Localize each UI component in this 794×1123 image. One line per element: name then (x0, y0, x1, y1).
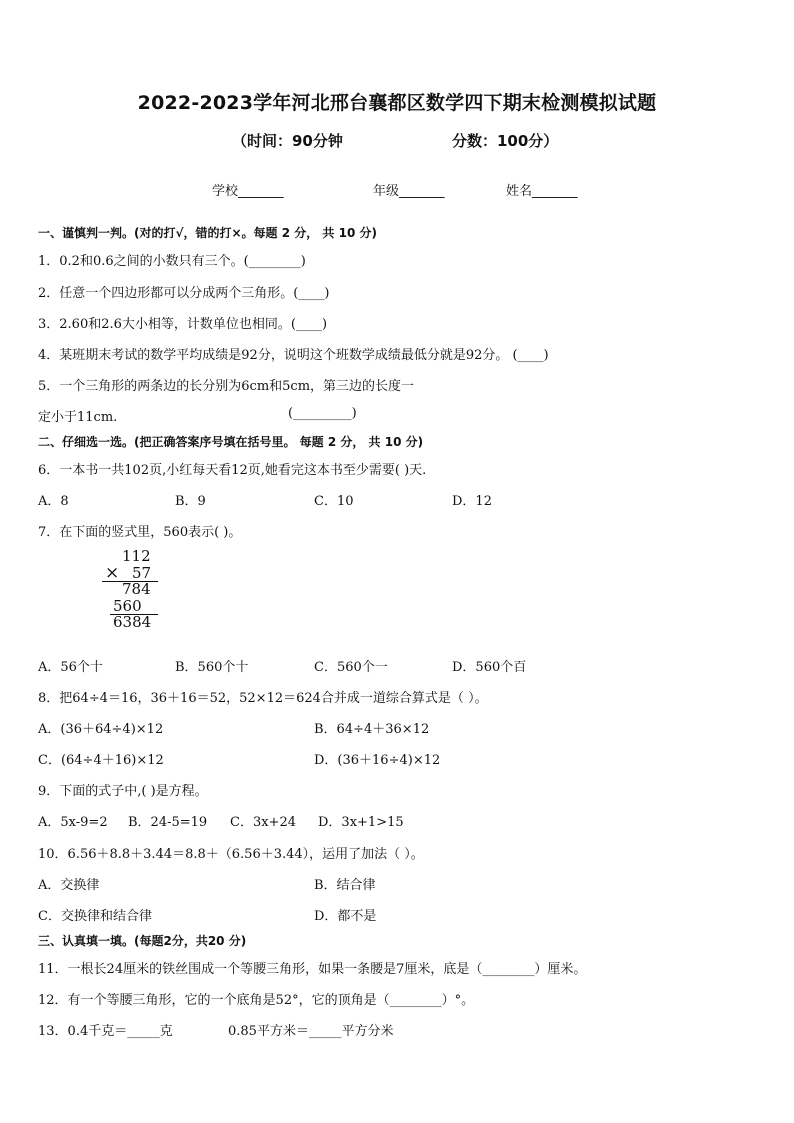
q9-option-d: D．3x+1>15 (318, 815, 404, 830)
calc-row-multiplier: 57 (132, 564, 152, 582)
school-field: 学校_______ (212, 184, 284, 199)
calc-row-partial-1: 784 (122, 580, 151, 598)
question-11: 11．一根长24厘米的铁丝围成一个等腰三角形，如果一条腰是7厘米，底是（________）厘米。 (38, 962, 587, 977)
question-9: 9．下面的式子中,( )是方程。 (38, 784, 208, 799)
question-13-part-2: 0.85平方米＝_____平方分米 (228, 1024, 394, 1039)
question-3: 3．2.60和2.6大小相等，计数单位也相同。(____) (38, 317, 328, 332)
question-2: 2．任意一个四边形都可以分成两个三角形。(____) (38, 286, 330, 301)
q7-option-d: D．560个百 (452, 660, 527, 675)
page-title: 2022-2023学年河北邢台襄都区数学四下期末检测模拟试题 (137, 92, 657, 114)
question-7: 7．在下面的竖式里，560表示( )。 (38, 525, 242, 540)
calc-row-partial-2: 560 (113, 597, 142, 615)
question-12: 12．有一个等腰三角形，它的一个底角是52°，它的顶角是（________）°。 (38, 993, 475, 1008)
q6-option-a: A．8 (38, 494, 69, 509)
calc-row-multiplicand: 112 (122, 547, 151, 565)
question-10: 10．6.56＋8.8＋3.44＝8.8＋（6.56＋3.44），运用了加法（ ）。 (38, 847, 424, 862)
question-6: 6．一本书一共102页,小红每天看12页,她看完这本书至少需要( )天. (38, 463, 427, 478)
q7-option-b: B．560个十 (175, 660, 249, 675)
section-1-heading: 一、谨慎判一判。(对的打√，错的打×。每题 2 分， 共 10 分) (38, 226, 377, 240)
q6-option-c: C．10 (314, 494, 354, 509)
q7-option-a: A．56个十 (38, 660, 103, 675)
q10-option-a: A．交换律 (38, 878, 100, 893)
q8-option-a: A．(36＋64÷4)×12 (38, 722, 164, 737)
section-2-heading: 二、仔细选一选。(把正确答案序号填在括号里。 每题 2 分， 共 10 分) (38, 435, 424, 449)
name-field: 姓名_______ (506, 184, 578, 199)
q10-option-b: B．结合律 (314, 878, 376, 893)
question-1: 1．0.2和0.6之间的小数只有三个。(________) (38, 254, 306, 269)
question-4: 4．某班期末考试的数学平均成绩是92分，说明这个班数学成绩最低分就是92分。 (____) (38, 348, 549, 363)
exam-score: 分数：100分） (452, 132, 559, 150)
q8-option-b: B．64÷4＋36×12 (314, 722, 430, 737)
question-5-line1: 5．一个三角形的两条边的长分别为6cm和5cm，第三边的长度一 (38, 379, 415, 394)
times-icon: × (105, 563, 120, 583)
calc-row-product: 6384 (113, 613, 152, 631)
question-5-blank: (_________) (288, 406, 357, 421)
q9-option-c: C．3x+24 (230, 815, 296, 830)
q9-option-b: B．24-5=19 (128, 815, 208, 830)
exam-time: （时间：90分钟 (232, 132, 343, 150)
q6-option-b: B．9 (175, 494, 206, 509)
q8-option-d: D．(36＋16÷4)×12 (314, 753, 441, 768)
q9-option-a: A．5x-9=2 (38, 815, 108, 830)
question-8: 8．把64÷4＝16，36＋16＝52，52×12＝624合并成一道综合算式是（ ）。 (38, 691, 488, 706)
q10-option-d: D．都不是 (314, 909, 377, 924)
question-5-line2: 定小于11cm. (38, 410, 118, 425)
question-13-part-1: 13．0.4千克＝_____克 (38, 1024, 173, 1039)
q10-option-c: C．交换律和结合律 (38, 909, 152, 924)
grade-field: 年级_______ (373, 184, 445, 199)
q7-option-c: C．560个一 (314, 660, 388, 675)
section-3-heading: 三、认真填一填。(每题2分，共20 分) (38, 934, 247, 948)
q8-option-c: C．(64÷4＋16)×12 (38, 753, 164, 768)
q6-option-d: D．12 (452, 494, 492, 509)
